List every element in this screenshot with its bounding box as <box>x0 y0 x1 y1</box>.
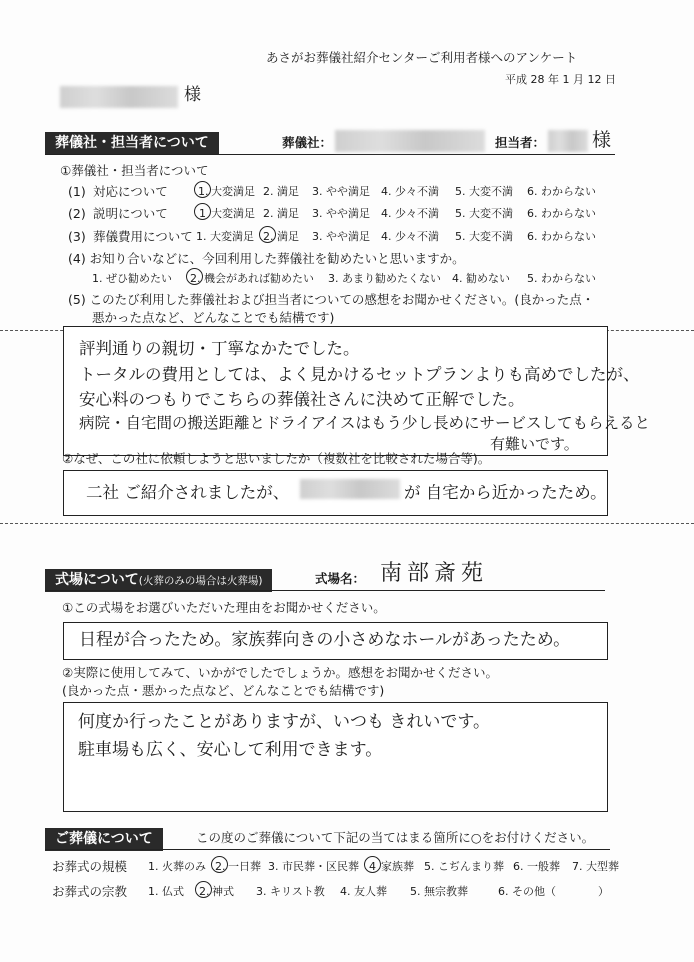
venue-answer2-line2: 駐車場も広く、安心して利用できます。 <box>78 740 383 760</box>
option-1[interactable]: 1 <box>199 207 206 220</box>
option-dont-know[interactable]: 6. わからない <box>527 230 596 243</box>
option-satisfied[interactable]: 満足 <box>277 230 299 243</box>
option-1[interactable]: 1. <box>198 185 209 198</box>
option-one-day[interactable]: 一日葬 <box>228 860 261 873</box>
option-dont-know[interactable]: 6. わからない <box>527 185 596 198</box>
option-2[interactable]: 2. <box>190 272 201 285</box>
dashed-line <box>0 523 694 524</box>
section-divider <box>45 154 615 155</box>
section-divider <box>45 849 610 850</box>
answer5-line5: 有難いです。 <box>490 435 579 453</box>
option-dont-know[interactable]: 5. わからない <box>527 272 596 285</box>
section-funeral-company-header: 葬儀社・担当者について <box>45 132 219 155</box>
redacted-company-name <box>300 479 400 499</box>
option-buddhist[interactable]: 1. 仏式 <box>148 885 184 898</box>
section-divider <box>45 590 605 591</box>
option-general[interactable]: 6. 一般葬 <box>513 860 560 873</box>
option-satisfied[interactable]: 2. 満足 <box>263 185 299 198</box>
option-family[interactable]: 家族葬 <box>381 860 414 873</box>
option-somewhat-satisfied[interactable]: 3. やや満足 <box>312 230 370 243</box>
row3-num: (3) <box>68 229 86 244</box>
option-very-satisfied[interactable]: 1. 大変満足 <box>196 230 254 243</box>
option-very-dissatisfied[interactable]: 5. 大変不満 <box>455 230 513 243</box>
option-very-satisfied[interactable]: 大変満足 <box>211 185 255 198</box>
survey-title: あさがお葬儀社紹介センターご利用者様へのアンケート <box>266 50 578 65</box>
row2-num: (2) <box>68 206 86 221</box>
section-venue-subtitle: (火葬のみの場合は火葬場) <box>138 575 263 587</box>
funeral-company-label: 葬儀社： <box>282 135 333 150</box>
row3-label: 葬儀費用について <box>93 229 193 244</box>
religion-label: お葬式の宗教 <box>52 884 128 899</box>
venue-answer1: 日程が合ったため。家族葬向きの小さめなホールがあったため。 <box>79 630 571 650</box>
option-dont-know[interactable]: 6. わからない <box>527 207 596 220</box>
option-christian[interactable]: 3. キリスト教 <box>256 885 325 898</box>
q4-question: (4) お知り合いなどに、今回利用した葬儀社を勧めたいと思いますか。 <box>68 251 465 266</box>
option-4[interactable]: 4 <box>369 860 376 873</box>
option-rather-not-recommend[interactable]: 3. あまり勧めたくない <box>328 272 441 285</box>
option-slightly-dissatisfied[interactable]: 4. 少々不満 <box>381 185 439 198</box>
option-slightly-dissatisfied[interactable]: 4. 少々不満 <box>381 230 439 243</box>
option-other-close: ） <box>598 885 609 898</box>
q5-question-line1: (5) このたび利用した葬儀社および担当者についての感想をお聞かせください。(良かった点・ <box>68 292 595 307</box>
option-slightly-dissatisfied[interactable]: 4. 少々不満 <box>381 207 439 220</box>
row2-label: 説明について <box>93 206 168 221</box>
answer5-line2: トータルの費用としては、よく見かけるセットプランよりも高めでしたが、 <box>79 365 640 384</box>
funeral-instruction: この度のご葬儀について下記の当てはまる箇所に○をお付けください。 <box>196 830 595 845</box>
venue-q2-line1: ②実際に使用してみて、いかがでしたでしょうか。感想をお聞かせください。 <box>62 665 498 680</box>
answer5-line3: 安心料のつもりでこちらの葬儀社さんに決めて正解でした。 <box>79 390 525 409</box>
option-somewhat-satisfied[interactable]: 3. やや満足 <box>312 207 370 220</box>
q5-question-line2: 悪かった点など、どんなことでも結構です) <box>92 310 335 325</box>
option-recommend-if-chance[interactable]: 機会があれば勧めたい <box>204 272 314 285</box>
customer-suffix: 様 <box>184 85 201 105</box>
option-non-religious[interactable]: 5. 無宗教葬 <box>410 885 468 898</box>
option-very-dissatisfied[interactable]: 5. 大変不満 <box>455 185 513 198</box>
option-2[interactable]: 2. <box>199 885 210 898</box>
scale-label: お葬式の規模 <box>52 859 128 874</box>
answer5-line1: 評判通りの親切・丁寧なかたでした。 <box>79 339 360 358</box>
staff-label: 担当者： <box>495 135 546 150</box>
option-cremation-only[interactable]: 1. 火葬のみ <box>148 860 206 873</box>
redacted-funeral-company <box>335 130 485 152</box>
option-not-recommend[interactable]: 4. 勧めない <box>452 272 510 285</box>
venue-q2-line2: (良かった点・悪かった点など、どんなことでも結構です) <box>62 683 385 698</box>
option-small[interactable]: 5. こぢんまり葬 <box>424 860 504 873</box>
option-large[interactable]: 7. 大型葬 <box>572 860 619 873</box>
row1-num: (1) <box>68 184 86 199</box>
option-very-dissatisfied[interactable]: 5. 大変不満 <box>455 207 513 220</box>
section-venue-title: 式場について <box>55 572 139 588</box>
row1-label: 対応について <box>93 184 168 199</box>
q1-title: ①葬儀社・担当者について <box>60 163 209 178</box>
section-venue-header <box>45 569 272 592</box>
q2-question: ②なぜ、この社に依頼しようと思いましたか（複数社を比較された場合等)。 <box>62 451 491 466</box>
section-funeral-header: ご葬儀について <box>45 828 163 851</box>
option-civic[interactable]: 3. 市民葬・区民葬 <box>268 860 359 873</box>
option-definitely-recommend[interactable]: 1. ぜひ勧めたい <box>92 272 172 285</box>
venue-q1: ①この式場をお選びいただいた理由をお聞かせください。 <box>62 600 386 615</box>
option-2[interactable]: 2. <box>263 230 274 243</box>
venue-label: 式場名： <box>315 571 366 586</box>
option-very-satisfied[interactable]: 大変満足 <box>211 207 255 220</box>
venue-answer2-line1: 何度か行ったことがありますが、いつも きれいです。 <box>78 712 491 732</box>
survey-date: 平成 28 年 1 月 12 日 <box>505 73 616 86</box>
option-shinto[interactable]: 神式 <box>212 885 234 898</box>
option-other[interactable]: 6. その他（ <box>498 885 556 898</box>
answer2-text-b: が 自宅から近かったため。 <box>404 483 607 502</box>
answer5-line4: 病院・自宅間の搬送距離とドライアイスはもう少し長めにサービスしてもらえると <box>79 414 651 432</box>
option-satisfied[interactable]: 2. 満足 <box>263 207 299 220</box>
answer2-text-a: 二社 ご紹介されましたが、 <box>86 483 290 502</box>
venue-name: 南部斎苑 <box>380 561 489 586</box>
redacted-staff-name <box>548 130 588 152</box>
redacted-customer-name <box>60 86 178 108</box>
option-somewhat-satisfied[interactable]: 3. やや満足 <box>312 185 370 198</box>
staff-suffix: 様 <box>592 129 612 151</box>
option-2[interactable]: 2. <box>215 860 226 873</box>
option-friend[interactable]: 4. 友人葬 <box>340 885 387 898</box>
